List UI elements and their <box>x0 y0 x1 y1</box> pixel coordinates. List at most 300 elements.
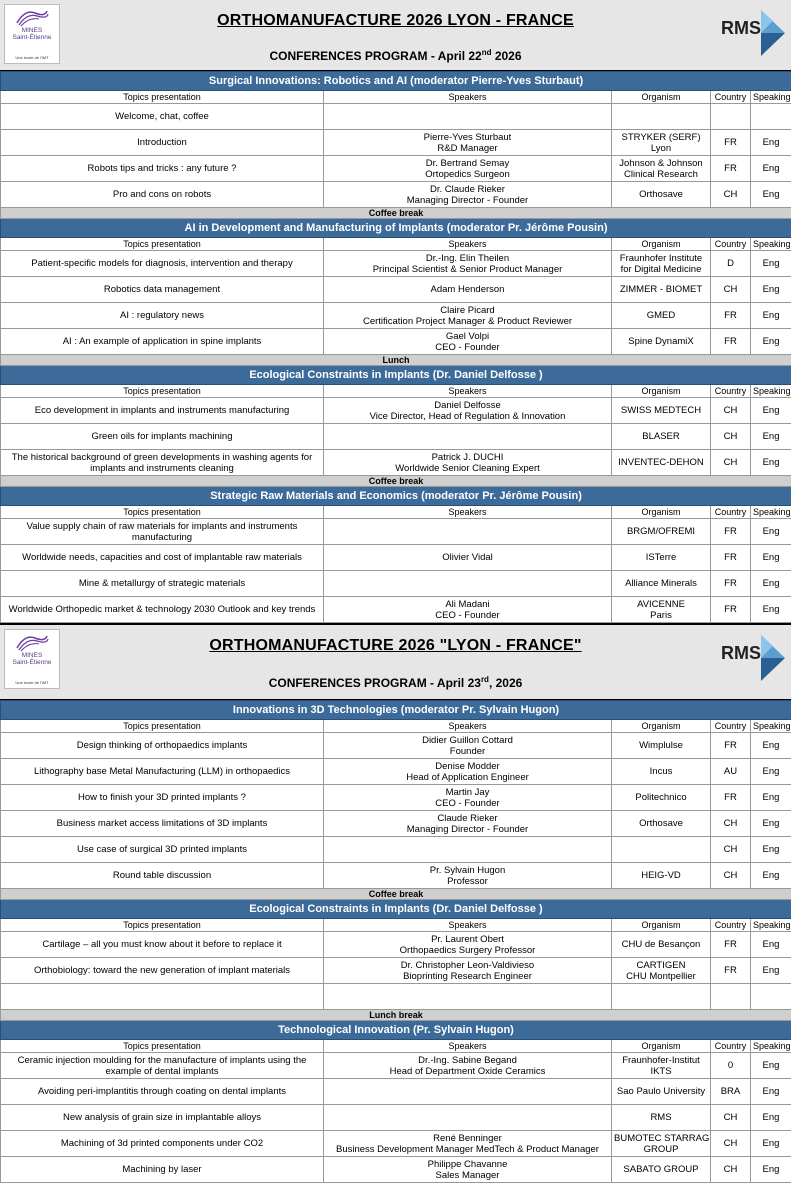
speaking-cell: Eng <box>751 932 791 958</box>
table-row <box>1 759 791 785</box>
table-row <box>1 303 791 329</box>
rms-triangle-icon <box>761 635 785 681</box>
speaker-cell-line1: Pierre-Yves Sturbaut <box>423 131 512 143</box>
country-cell: FR <box>711 519 751 545</box>
country-cell: AU <box>711 759 751 785</box>
topic-cell: Worldwide Orthopedic market & technology 2030 Outlook and key trends <box>1 597 324 623</box>
speaking-cell: Eng <box>751 251 791 277</box>
speaker-cell-line1: Denise Modder <box>435 760 500 772</box>
country-cell: 0 <box>711 1053 751 1079</box>
speaking-cell: Eng <box>751 958 791 984</box>
topic-cell: Introduction <box>1 130 324 156</box>
speaker-cell-line2: Head of Department Oxide Ceramics <box>389 1065 546 1077</box>
break-row <box>1 889 791 900</box>
table-row <box>1 424 791 450</box>
day1-program-table <box>0 71 791 623</box>
organism-cell <box>612 984 711 1010</box>
topic-cell: Orthobiology: toward the new generation of implant materials <box>1 958 324 984</box>
speaking-cell: Eng <box>751 398 791 424</box>
country-cell: FR <box>711 571 751 597</box>
organism-cell <box>612 277 711 303</box>
speaking-cell: Eng <box>751 1105 791 1131</box>
topic-cell: Green oils for implants machining <box>1 424 324 450</box>
speaker-cell <box>324 130 612 156</box>
topic-cell: Pro and cons on robots <box>1 182 324 208</box>
speaker-cell-line1: Daniel Delfosse <box>434 399 501 411</box>
day1-subtitle: CONFERENCES PROGRAM - April 22nd 2026 <box>269 48 522 63</box>
organism-cell-line1: ZIMMER - BIOMET <box>619 284 703 295</box>
speaking-cell: Eng <box>751 597 791 623</box>
table-row <box>1 571 791 597</box>
topic-cell: Lithography base Metal Manufacturing (LLM) in orthopaedics <box>1 759 324 785</box>
session-title: AI in Development and Manufacturing of Implants (moderator Pr. Jérôme Pousin) <box>1 219 791 238</box>
speaker-cell-line1: René Benninger <box>433 1132 502 1144</box>
rms-logo: RMS <box>721 10 785 56</box>
col-country: Country <box>711 91 751 104</box>
speaking-cell: Eng <box>751 733 791 759</box>
speaking-cell: Eng <box>751 571 791 597</box>
table-row <box>1 329 791 355</box>
speaker-cell <box>324 932 612 958</box>
country-cell: CH <box>711 424 751 450</box>
topic-cell: Round table discussion <box>1 863 324 889</box>
topic-cell: AI : An example of application in spine implants <box>1 329 324 355</box>
day2-title: ORTHOMANUFACTURE 2026 "LYON - FRANCE" <box>209 637 582 654</box>
organism-cell <box>612 182 711 208</box>
country-cell: CH <box>711 398 751 424</box>
topic-cell: Robotics data management <box>1 277 324 303</box>
topic-cell <box>1 984 324 1010</box>
speaker-cell-line1: Adam Henderson <box>430 284 505 295</box>
column-header-row <box>1 720 791 733</box>
col-speaking: Speaking <box>751 238 791 251</box>
speaker-cell-line1: Pr. Laurent Obert <box>431 933 504 945</box>
organism-cell-line2: GROUP <box>643 1143 679 1155</box>
day2-header <box>0 623 791 700</box>
session-header <box>1 72 791 91</box>
topic-cell: Welcome, chat, coffee <box>1 104 324 130</box>
organism-cell <box>612 156 711 182</box>
organism-cell-line1: Fraunhofer-Institut <box>622 1054 700 1066</box>
col-country: Country <box>711 238 751 251</box>
day2-subtitle: CONFERENCES PROGRAM - April 23rd, 2026 <box>268 675 523 690</box>
organism-cell-line1: SABATO GROUP <box>623 1164 699 1175</box>
column-header-row <box>1 91 791 104</box>
speaker-cell <box>324 837 612 863</box>
speaker-cell-line2: Certification Project Manager & Product Reviewer <box>362 315 573 327</box>
speaker-cell-line1: Olivier Vidal <box>442 552 493 563</box>
speaker-cell-line2: Ortopedics Surgeon <box>425 168 510 180</box>
country-cell: FR <box>711 545 751 571</box>
table-row <box>1 156 791 182</box>
session-header <box>1 487 791 506</box>
col-speakers: Speakers <box>324 506 612 519</box>
speaker-cell-line1: Dr. Christopher Leon-Valdivieso <box>400 959 535 971</box>
topic-cell: Ceramic injection moulding for the manufacture of implants using the example of dental implants <box>1 1053 324 1079</box>
col-speaking: Speaking <box>751 919 791 932</box>
organism-cell-line1: Fraunhofer Institute <box>619 252 703 264</box>
day2-program-table <box>0 700 791 1183</box>
country-cell: CH <box>711 837 751 863</box>
col-topic: Topics presentation <box>1 720 324 733</box>
country-cell: FR <box>711 958 751 984</box>
speaker-cell <box>324 984 612 1010</box>
organism-cell <box>612 519 711 545</box>
country-cell: CH <box>711 1157 751 1183</box>
country-cell: CH <box>711 450 751 476</box>
col-speakers: Speakers <box>324 720 612 733</box>
session-title: Technological Innovation (Pr. Sylvain Hugon) <box>1 1021 791 1040</box>
country-cell: FR <box>711 303 751 329</box>
col-organism: Organism <box>612 385 711 398</box>
organism-cell-line1: HEIG-VD <box>641 870 681 881</box>
organism-cell-line1: STRYKER (SERF) <box>621 131 701 143</box>
organism-cell <box>612 104 711 130</box>
country-cell: CH <box>711 1131 751 1157</box>
break-label: Lunch break <box>1 1010 791 1021</box>
country-cell: FR <box>711 329 751 355</box>
session-title: Ecological Constraints in Implants (Dr. Daniel Delfosse ) <box>1 900 791 919</box>
organism-cell <box>612 1157 711 1183</box>
topic-cell: Robots tips and tricks : any future ? <box>1 156 324 182</box>
speaker-cell <box>324 104 612 130</box>
session-header <box>1 701 791 720</box>
organism-cell-line1: Sao Paulo University <box>616 1086 706 1097</box>
topic-cell: New analysis of grain size in implantable alloys <box>1 1105 324 1131</box>
rms-logo: RMS <box>721 635 785 681</box>
table-row <box>1 130 791 156</box>
speaker-cell <box>324 1053 612 1079</box>
speaker-cell-line1: Claire Picard <box>440 304 495 316</box>
col-speaking: Speaking <box>751 91 791 104</box>
topic-cell: Worldwide needs, capacities and cost of implantable raw materials <box>1 545 324 571</box>
col-speakers: Speakers <box>324 91 612 104</box>
topic-cell: Patient-specific models for diagnosis, intervention and therapy <box>1 251 324 277</box>
speaking-cell: Eng <box>751 130 791 156</box>
table-row <box>1 182 791 208</box>
col-speakers: Speakers <box>324 238 612 251</box>
topic-cell: AI : regulatory news <box>1 303 324 329</box>
session-title: Strategic Raw Materials and Economics (moderator Pr. Jérôme Pousin) <box>1 487 791 506</box>
column-header-row <box>1 506 791 519</box>
organism-cell <box>612 733 711 759</box>
organism-cell <box>612 329 711 355</box>
speaking-cell <box>751 984 791 1010</box>
organism-cell <box>612 837 711 863</box>
organism-cell-line1: CHU de Besançon <box>621 939 701 950</box>
country-cell: D <box>711 251 751 277</box>
session-title: Innovations in 3D Technologies (moderator Pr. Sylvain Hugon) <box>1 701 791 720</box>
speaking-cell <box>751 104 791 130</box>
col-organism: Organism <box>612 1040 711 1053</box>
speaker-cell-line1: Philippe Chavanne <box>427 1158 508 1170</box>
speaker-cell-line2: Sales Manager <box>435 1169 500 1181</box>
break-row <box>1 1010 791 1021</box>
col-topic: Topics presentation <box>1 91 324 104</box>
speaking-cell: Eng <box>751 182 791 208</box>
topic-cell: Mine & metallurgy of strategic materials <box>1 571 324 597</box>
speaking-cell: Eng <box>751 329 791 355</box>
country-cell <box>711 104 751 130</box>
organism-cell-line2: Paris <box>650 609 672 621</box>
speaker-cell-line2: Vice Director, Head of Regulation & Innovation <box>369 410 566 422</box>
country-cell <box>711 984 751 1010</box>
speaking-cell: Eng <box>751 1131 791 1157</box>
country-cell: CH <box>711 811 751 837</box>
speaker-cell <box>324 545 612 571</box>
col-country: Country <box>711 919 751 932</box>
country-cell: FR <box>711 733 751 759</box>
organism-cell-line2: for Digital Medicine <box>620 263 702 275</box>
col-organism: Organism <box>612 720 711 733</box>
organism-cell <box>612 571 711 597</box>
organism-cell-line2: IKTS <box>650 1065 672 1077</box>
organism-cell-line2: Lyon <box>650 142 672 154</box>
speaker-cell-line1: Didier Guillon Cottard <box>422 734 513 746</box>
speaking-cell: Eng <box>751 1157 791 1183</box>
break-label: Coffee break <box>1 889 791 900</box>
organism-cell <box>612 1079 711 1105</box>
organism-cell-line1: Politechnico <box>635 792 687 803</box>
organism-cell <box>612 1131 711 1157</box>
speaking-cell: Eng <box>751 759 791 785</box>
country-cell: FR <box>711 932 751 958</box>
speaker-cell <box>324 329 612 355</box>
speaker-cell <box>324 571 612 597</box>
speaker-cell <box>324 182 612 208</box>
col-speakers: Speakers <box>324 1040 612 1053</box>
country-cell: CH <box>711 863 751 889</box>
table-row <box>1 519 791 545</box>
break-label: Coffee break <box>1 208 791 219</box>
col-topic: Topics presentation <box>1 238 324 251</box>
col-topic: Topics presentation <box>1 506 324 519</box>
table-row <box>1 932 791 958</box>
speaker-cell <box>324 1157 612 1183</box>
col-topic: Topics presentation <box>1 385 324 398</box>
table-row <box>1 450 791 476</box>
col-organism: Organism <box>612 919 711 932</box>
speaking-cell: Eng <box>751 156 791 182</box>
speaker-cell-line2: CEO - Founder <box>435 797 500 809</box>
speaker-cell <box>324 958 612 984</box>
speaker-cell-line1: Dr.-Ing. Elin Theilen <box>425 252 510 264</box>
speaker-cell <box>324 759 612 785</box>
topic-cell: Machining by laser <box>1 1157 324 1183</box>
column-header-row <box>1 385 791 398</box>
organism-cell <box>612 932 711 958</box>
speaking-cell: Eng <box>751 785 791 811</box>
table-row <box>1 863 791 889</box>
organism-cell <box>612 1105 711 1131</box>
organism-cell-line1: Orthosave <box>639 818 683 829</box>
country-cell: CH <box>711 277 751 303</box>
col-organism: Organism <box>612 91 711 104</box>
session-header <box>1 900 791 919</box>
speaker-cell-line1: Patrick J. DUCHI <box>431 451 504 463</box>
organism-cell <box>612 597 711 623</box>
mines-saint-etienne-logo: MINES Saint-Étienne Une école de l'IMT <box>4 629 60 689</box>
col-country: Country <box>711 1040 751 1053</box>
organism-cell-line1: Spine DynamiX <box>628 336 694 347</box>
speaker-cell-line2: Business Development Manager MedTech & Product Manager <box>336 1143 599 1155</box>
table-row <box>1 1105 791 1131</box>
speaker-cell <box>324 597 612 623</box>
speaker-cell-line2: Managing Director - Founder <box>406 194 529 206</box>
speaker-cell-line2: Managing Director - Founder <box>406 823 529 835</box>
speaking-cell: Eng <box>751 450 791 476</box>
topic-cell: The historical background of green developments in washing agents for implants and instruments cleaning <box>1 450 324 476</box>
table-row <box>1 1131 791 1157</box>
table-row <box>1 398 791 424</box>
topic-cell: Avoiding peri-implantitis through coating on dental implants <box>1 1079 324 1105</box>
organism-cell-line2: CHU Montpellier <box>626 970 696 982</box>
organism-cell <box>612 811 711 837</box>
break-row <box>1 208 791 219</box>
topic-cell: How to finish your 3D printed implants ? <box>1 785 324 811</box>
organism-cell <box>612 545 711 571</box>
speaker-cell <box>324 251 612 277</box>
organism-cell-line2: Clinical Research <box>624 168 698 180</box>
table-row <box>1 958 791 984</box>
table-row <box>1 545 791 571</box>
speaker-cell-line2: Principal Scientist & Senior Product Manager <box>372 263 563 275</box>
day1-header <box>0 0 791 71</box>
speaker-cell <box>324 1079 612 1105</box>
speaker-cell-line2: R&D Manager <box>437 142 498 154</box>
speaker-cell-line1: Gael Volpi <box>445 330 490 342</box>
speaker-cell-line1: Claude Rieker <box>437 812 498 824</box>
speaking-cell: Eng <box>751 863 791 889</box>
speaker-cell-line2: Orthopaedics Surgery Professor <box>399 944 536 956</box>
column-header-row <box>1 238 791 251</box>
organism-cell-line1: CARTIGEN <box>636 959 686 971</box>
speaker-cell <box>324 519 612 545</box>
organism-cell-line1: Alliance Minerals <box>625 578 697 589</box>
speaker-cell-line2: Head of Application Engineer <box>406 771 529 783</box>
organism-cell-line1: BUMOTEC STARRAG <box>614 1132 710 1144</box>
break-row <box>1 355 791 366</box>
table-row <box>1 597 791 623</box>
topic-cell: Cartilage – all you must know about it before to replace it <box>1 932 324 958</box>
speaker-cell-line1: Dr. Claude Rieker <box>430 183 505 195</box>
speaker-cell-line2: CEO - Founder <box>435 609 500 621</box>
table-row <box>1 837 791 863</box>
session-header <box>1 1021 791 1040</box>
speaking-cell: Eng <box>751 1079 791 1105</box>
speaker-cell <box>324 156 612 182</box>
speaker-cell-line1: Dr. Bertrand Semay <box>425 157 510 169</box>
column-header-row <box>1 919 791 932</box>
organism-cell <box>612 398 711 424</box>
col-country: Country <box>711 506 751 519</box>
speaker-cell-line2: Bioprinting Research Engineer <box>403 970 532 982</box>
table-row <box>1 1053 791 1079</box>
organism-cell-line1: SWISS MEDTECH <box>620 405 702 416</box>
country-cell: FR <box>711 785 751 811</box>
break-row <box>1 476 791 487</box>
organism-cell <box>612 450 711 476</box>
topic-cell: Eco development in implants and instruments manufacturing <box>1 398 324 424</box>
session-header <box>1 219 791 238</box>
country-cell: FR <box>711 156 751 182</box>
organism-cell <box>612 424 711 450</box>
table-row <box>1 984 791 1010</box>
speaking-cell: Eng <box>751 519 791 545</box>
rms-triangle-icon <box>761 10 785 56</box>
topic-cell: Business market access limitations of 3D implants <box>1 811 324 837</box>
table-row <box>1 811 791 837</box>
speaker-cell <box>324 424 612 450</box>
speaking-cell: Eng <box>751 424 791 450</box>
session-header <box>1 366 791 385</box>
break-label: Lunch <box>1 355 791 366</box>
speaking-cell: Eng <box>751 811 791 837</box>
organism-cell-line1: GMED <box>646 310 676 321</box>
break-label: Coffee break <box>1 476 791 487</box>
topic-cell: Value supply chain of raw materials for implants and instruments manufacturing <box>1 519 324 545</box>
country-cell: FR <box>711 130 751 156</box>
organism-cell <box>612 1053 711 1079</box>
column-header-row <box>1 1040 791 1053</box>
speaking-cell: Eng <box>751 545 791 571</box>
table-row <box>1 733 791 759</box>
speaker-cell <box>324 398 612 424</box>
country-cell: FR <box>711 597 751 623</box>
organism-cell-line1: Orthosave <box>639 189 683 200</box>
organism-cell-line1: BLASER <box>642 431 680 442</box>
speaker-cell <box>324 1105 612 1131</box>
col-speaking: Speaking <box>751 1040 791 1053</box>
table-row <box>1 785 791 811</box>
speaker-cell-line1: Martin Jay <box>445 786 490 798</box>
organism-cell <box>612 759 711 785</box>
speaker-cell-line2: Professor <box>447 875 488 887</box>
speaking-cell: Eng <box>751 303 791 329</box>
country-cell: CH <box>711 1105 751 1131</box>
col-topic: Topics presentation <box>1 919 324 932</box>
table-row <box>1 104 791 130</box>
organism-cell <box>612 785 711 811</box>
speaker-cell <box>324 1131 612 1157</box>
col-country: Country <box>711 720 751 733</box>
country-cell: BRA <box>711 1079 751 1105</box>
table-row <box>1 277 791 303</box>
col-speaking: Speaking <box>751 385 791 398</box>
topic-cell: Use case of surgical 3D printed implants <box>1 837 324 863</box>
table-row <box>1 1079 791 1105</box>
logo-tagline: Une école de l'IMT <box>15 55 49 60</box>
organism-cell-line1: Wimplulse <box>639 740 683 751</box>
speaker-cell <box>324 811 612 837</box>
col-organism: Organism <box>612 506 711 519</box>
speaker-cell-line1: Ali Madani <box>445 598 490 610</box>
organism-cell <box>612 958 711 984</box>
organism-cell-line1: BRGM/OFREMI <box>626 526 696 537</box>
col-speaking: Speaking <box>751 720 791 733</box>
speaker-cell <box>324 450 612 476</box>
table-row <box>1 251 791 277</box>
organism-cell <box>612 863 711 889</box>
day1-title: ORTHOMANUFACTURE 2026 LYON - FRANCE <box>217 12 574 29</box>
organism-cell <box>612 303 711 329</box>
col-topic: Topics presentation <box>1 1040 324 1053</box>
organism-cell <box>612 251 711 277</box>
organism-cell-line1: AVICENNE <box>637 598 685 610</box>
organism-cell-line1: Johnson & Johnson <box>619 157 703 169</box>
col-speaking: Speaking <box>751 506 791 519</box>
col-speakers: Speakers <box>324 385 612 398</box>
